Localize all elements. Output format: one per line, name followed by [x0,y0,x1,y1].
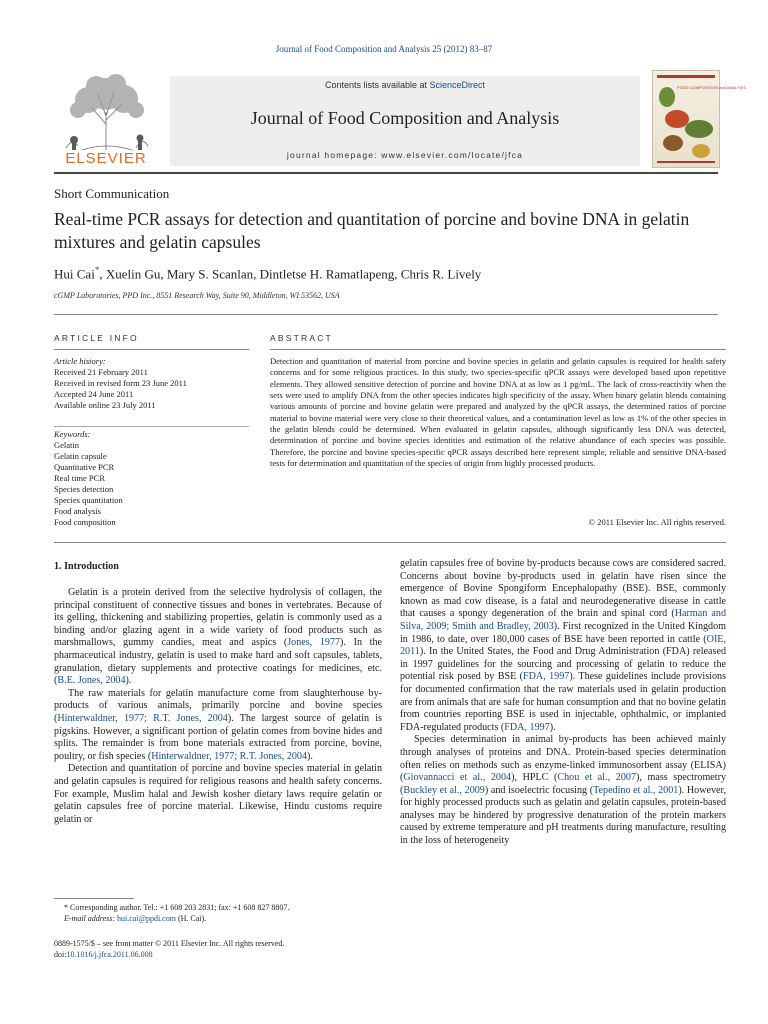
article-title: Real-time PCR assays for detection and quantitation of porcine and bovine DNA in gelatin mixtures and gelatin capsules [54,209,690,252]
header-divider [54,314,718,315]
keywords-label: Keywords: [54,429,91,439]
article-history [54,356,249,411]
corresponding-author-mark[interactable]: * [94,265,100,275]
keyword-item: Food composition [54,517,116,527]
body-text: ). However, for highly processed products such as gelatin and gelatin capsules, protein-based analyses may be hindered by progressive denaturation of the protein markers caused by extreme temperature and pH treatments during manufacture, resulting in the loss of heterogeneity [400,784,726,847]
body-text: ). In the pharmaceutical industry, gelatin is used to make hard and soft capsules, tablets, granulation, dietary supplements and protective coatings for medicines, etc. ( [54,637,382,687]
abstract-copyright: © 2011 Elsevier Inc. All rights reserved. [588,517,726,527]
history-item: Available online 23 July 2011 [54,400,156,410]
article-type: Short Communication [54,186,170,201]
history-label: Article history: [54,356,106,366]
body-text: ). [549,721,556,733]
body-paragraph [54,763,382,826]
footnotes [54,902,384,924]
doi-label: doi: [54,950,67,959]
history-item: Received in revised form 23 June 2011 [54,378,187,388]
article-info-heading: ARTICLE INFO [54,333,139,343]
cover-title: FOOD COMPOSITION and ANALYSIS [677,85,747,90]
footnote-rule [54,898,134,899]
citation-link[interactable]: Harman and Silva, 2009; Smith and Bradley, 2003 [400,608,727,632]
email-link[interactable]: hui.cai@ppdi.com [117,914,176,923]
body-column-left [54,587,382,826]
author-list [54,265,734,282]
citation-link[interactable]: Chou et al., 2007 [557,772,636,784]
body-paragraph [400,558,726,734]
abstract-text: Detection and quantitation of material from porcine and bovine species in gelatin and gelatin capsules is required for health safety concerns and for some religious practices. In this study, two species-specific qPCR assays were developed based upon repetitive elements. They allowed sensitive detection of porcine and bovine DNA at as low as 1 pg/mL. The lack of cross-reactivity when the sets were used to amplify DNA from the other species indicates high specificity of the assay. When binary gelatin blends containing various amounts of porcine and bovine gelatin were prepared and analyzed by the qPCR assays, the determined ratios of porcine material to bovine material were very close to their theoretical values, and a contamination level as low as 1% of the other species in the gelatin blends could be determined. When evaluated in gelatin capsules, although significantly less DNA was detected, determination of porcine and bovine species identities and estimation of the relative abundance of each species was possible. Therefore, the porcine and bovine species-specific qPCR assays described here represent simple, reliable and sensitive DNA-based tests for determination and quantitation of the species of origin from highly processed products. [270,356,726,469]
journal-citation-link[interactable]: Journal of Food Composition and Analysis 25 (2012) 83–87 [275,44,493,54]
body-column-right [400,558,726,848]
citation-link[interactable]: Buckley et al., 2009 [403,784,485,796]
email-label: E-mail address: [64,914,118,923]
keywords [54,429,249,528]
body-text: ). These guidelines include provisions for documented confirmation that the raw materials used in gelatin production are from animals that are safe for human consumption and that no bovine gelatin from countries reporting BSE is used in injectable, ophthalmic, or implanted FDA-regulated products ( [400,671,726,733]
body-text: ), HPLC ( [511,772,558,784]
body-text: ). The largest source of gelatin is pigskins. However, a significant portion of gelatin comes from bovine hides and splits. The remainder is from bone materials extracted from porcine, bovine, poultry, or fish species ( [54,712,382,762]
body-text: ). First recognized in the United Kingdom in 1986, to date, over 180,000 cases of BSE have been reported in cattle ( [400,620,726,645]
abstract-rule [270,349,726,350]
abstract-heading: ABSTRACT [270,333,333,343]
citation-link[interactable]: Hinterwaldner, 1977; R.T. Jones, 2004 [57,712,228,724]
doi-link[interactable]: 10.1016/j.jfca.2011.06.008 [66,950,153,959]
keyword-item: Gelatin [54,440,80,450]
contents-prefix: Contents lists available at [324,80,430,90]
keyword-item: Real time PCR [54,473,105,483]
body-text: The raw materials for gelatin manufacture come from slaughterhouse by-products of various animals, primarily porcine and bovine species ( [54,687,382,724]
sciencedirect-link[interactable]: ScienceDirect [429,80,486,90]
journal-cover-thumbnail [652,70,747,168]
email-note [54,913,384,924]
body-text: Species determination in animal by-products has been achieved mainly through analyses of proteins and DNA. Protein-based species determination often relies on methods such as enzyme-linked immunosorbent assay (ELISA) ( [400,734,726,784]
masthead-rule [54,172,718,174]
front-matter [54,938,384,960]
introduction-heading: 1. Introduction [54,561,119,572]
journal-title: Journal of Food Composition and Analysis [250,108,560,128]
citation-link[interactable]: FDA, 1997 [523,671,570,683]
citation-link[interactable]: Hinterwaldner, 1977; R.T. Jones, 2004 [151,750,308,762]
citation-link[interactable]: B.E. Jones, 2004 [57,675,126,687]
citation-link[interactable]: Jones, 1977 [287,637,341,649]
citation-link[interactable]: FDA, 1997 [504,721,550,733]
abstract-divider [54,542,726,543]
body-paragraph [400,734,726,847]
body-text: ). [307,750,313,762]
doi-line [54,949,384,960]
first-author: Hui Cai [54,266,95,282]
article-info-mid-rule [54,426,249,427]
elsevier-wordmark: ELSEVIER [65,150,147,167]
journal-homepage-link[interactable]: journal homepage: www.elsevier.com/locate/jfca [286,150,524,160]
citation-link[interactable]: OIE, 2011 [400,633,726,658]
keyword-item: Species quantitation [54,495,123,505]
body-text: Detection and quantitation of porcine and bovine species material in gelatin and gelatin capsules is required for religious reasons and health safety concerns. For example, Muslim halal and Jewish kosher dietary laws require gelatin or gelatin capsules free of porcine material. Likewise, Hindu customs require gelatin or [54,763,382,825]
keyword-item: Food analysis [54,506,101,516]
body-paragraph [54,587,382,688]
history-item: Accepted 24 June 2011 [54,389,134,399]
email-suffix: (H. Cai). [175,914,207,923]
body-text: gelatin capsules free of bovine by-products because cows are considered sacred. Concerns about bovine by-products used in gelatin have risen since the emergence of Bovine Spongiform Encephalopathy (BSE). BSE, commonly known as mad cow disease, is a fatal and neurodegenerative disease in cattle that causes a spongy degeneration of the brain and spinal cord ( [400,558,726,620]
issn-line: 0889-1575/$ – see front matter © 2011 Elsevier Inc. All rights reserved. [54,939,285,948]
corresponding-author-note: * Corresponding author. Tel.: +1 608 203 2831; fax: +1 608 827 8807. [64,903,290,912]
body-text: ). In the United States, the Food and Drug Administration (FDA) released in 1997 guidelines for the sourcing and processing of gelatin to reduce the potential risk posed by BSE ( [400,646,726,683]
author-affiliation: cGMP Laboratories, PPD Inc., 8551 Research Way, Suite 90, Middleton, WI 53562, USA [54,291,340,300]
article-info-rule [54,349,249,350]
keyword-item: Quantitative PCR [54,462,115,472]
body-text: Gelatin is a protein derived from the selective hydrolysis of collagen, the principal constituent of connective tissues and bones in vertebrates. Because of its gelling, thickening and stabilizing properties, gelatin is commonly used as a binding and/or glazing agent in a wide variety of food products such as marshmallows, gummy candies, meat and aspics ( [54,587,382,649]
body-text: ), mass spectrometry ( [400,772,726,796]
body-text: ) and isoelectric focusing ( [484,784,594,796]
citation-link[interactable]: Tepedino et al., 2001 [593,784,679,796]
citation-link[interactable]: Giovannacci et al., 2004 [403,772,512,784]
keyword-item: Species detection [54,484,114,494]
other-authors: , Xuelin Gu, Mary S. Scanlan, Dintletse H. Ramatlapeng, Chris R. Lively [99,266,482,282]
contents-line [170,80,640,90]
body-paragraph [54,688,382,764]
keyword-item: Gelatin capsule [54,451,107,461]
history-item: Received 21 February 2011 [54,367,148,377]
body-text: ). [125,675,132,687]
